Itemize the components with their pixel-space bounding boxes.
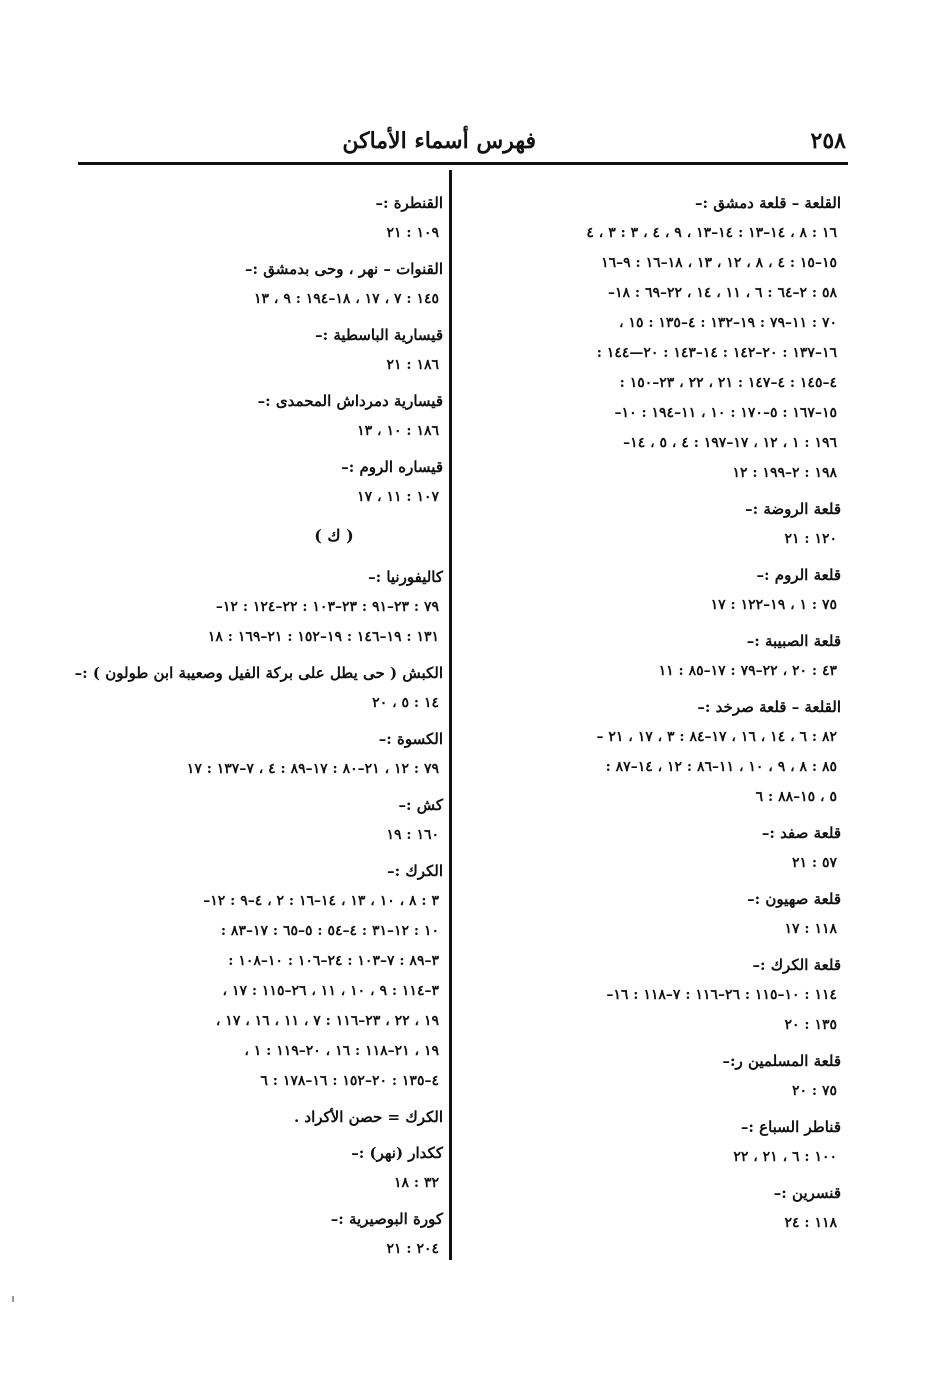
entry-references: ١٦–١٣٧ : ٢٠–١٤٢ : ١٤–١٤٣ : ٢٠—١٤٤ : <box>596 345 837 361</box>
entry-references: ١٠ : ١٢–٣١ : ٤–٥٤ : ٥–٦٥ : ١٧–٨٣ : <box>220 923 439 939</box>
entry-references: ٢٠٤ : ٢١ <box>386 1241 439 1257</box>
entry-heading: قلعة الروضة :– <box>745 500 841 518</box>
left-column-part-a <box>75 188 443 512</box>
entry-heading: ككدار (نهر) :– <box>351 1144 443 1162</box>
entry-references: ٧٥ : ٢٠ <box>791 1083 837 1099</box>
entry-references: ١١٤ : ١٠–١١٥ : ٢٦–١١٦ : ٧–١١٨ : ١٦– <box>606 987 837 1003</box>
index-entry <box>471 884 841 944</box>
entry-references: ١٥–١٥ : ٤ ، ٨ ، ١٢ ، ١٣ ، ١٨–١٦ : ٩–١٦ <box>601 255 837 271</box>
index-entry <box>471 494 841 554</box>
entry-heading: قلعة صهيون :– <box>747 890 841 908</box>
index-entry <box>75 1204 443 1264</box>
entry-references: ٥٨ : ٢–٦٤ : ٦ ، ١١ ، ١٤ ، ٢٢–٦٩ : ١٨– <box>608 285 837 301</box>
entry-heading: الكرك = حصن الأكراد . <box>293 1108 443 1126</box>
right-column <box>471 188 841 1244</box>
index-entry <box>75 452 443 512</box>
entry-heading: القلعة – قلعة دمشق :– <box>694 194 841 212</box>
entry-references: ٧٩ : ١٢ ، ٢١–٨٠ : ١٧–٨٩ : ٤ ، ٧–١٣٧ : ١٧ <box>186 761 439 777</box>
page-number: ٢٥٨ <box>810 128 846 154</box>
letter-heading: ( ك ) <box>314 526 354 545</box>
left-column-part-b <box>75 562 443 1264</box>
index-entry <box>471 692 841 812</box>
entry-references: ١٠٧ : ١١ ، ١٧ <box>357 489 439 505</box>
entry-references: ٤–١٣٥ : ٢٠–١٥٢ : ١٦–١٧٨ : ٦ <box>260 1073 439 1089</box>
entry-heading: قناطر السباع :– <box>740 1118 841 1136</box>
entry-heading: كاليفورنيا :– <box>368 568 443 586</box>
entry-heading: قيسارية دمرداش المحمدى :– <box>257 392 443 410</box>
entry-references: ١٨٦ : ١٠ ، ١٣ <box>357 423 439 439</box>
entry-heading: قلعة صفد :– <box>761 824 841 842</box>
entry-heading: القلعة – قلعة صرخد :– <box>697 698 841 716</box>
entry-references: ٥ ، ١٥–٨٨ : ٦ <box>755 789 837 805</box>
index-entry <box>471 188 841 488</box>
entry-references: ١٦ : ٨ ، ١٤–١٣ : ١٤–١٣ ، ٩ ، ٤ ، ٣ : ٣ ، ٤ <box>586 225 837 241</box>
index-entry <box>471 1046 841 1106</box>
entry-heading: قلعة الكرك :– <box>752 956 841 974</box>
index-entry <box>75 254 443 314</box>
entry-references: ٤٣ : ٢٠ ، ٢٢–٧٩ : ١٧–٨٥ : ١١ <box>658 663 837 679</box>
entry-references: ٣–٨٩ : ٧–١٠٣ : ٢٤–١٠٦ : ١٠–١٠٨ : <box>228 953 439 969</box>
entry-references: ٨٥ : ٨ ، ٩ ، ١٠ ، ١١–٨٦ : ١٢ ، ١٤–٨٧ : <box>605 759 837 775</box>
entry-references: ١٠٩ : ٢١ <box>386 225 439 241</box>
entry-references: ١٣٥ : ٢٠ <box>784 1017 837 1033</box>
entry-references: ٣ : ٨ ، ١٠ ، ١٣ ، ١٤–١٦ : ٢ ، ٤–٩ : ١٢– <box>203 893 439 909</box>
entry-heading: كورة البوصيرية :– <box>330 1210 443 1228</box>
entry-references: ١٠٠ : ٦ ، ٢١ ، ٢٢ <box>733 1149 837 1165</box>
entry-references: ١٤٥ : ٧ ، ١٧ ، ١٨–١٩٤ : ٩ ، ١٣ <box>253 291 439 307</box>
index-entry <box>471 1112 841 1172</box>
header-rule <box>78 162 848 165</box>
entry-heading: الكبش ( حى يطل على بركة الفيل وصعيبة ابن طولون ) :– <box>74 664 443 682</box>
entry-references: ٣–١١٤ : ٩ ، ١٠ ، ١١ ، ٢٦–١١٥ : ١٧ ، <box>222 983 439 999</box>
index-entry <box>75 320 443 380</box>
entry-references: ١٨٦ : ٢١ <box>386 357 439 373</box>
entry-references: ١٤ : ٥ ، ٢٠ <box>372 695 439 711</box>
margin-mark <box>12 1296 14 1302</box>
entry-heading: الكرك :– <box>387 862 443 880</box>
entry-references: ٤–١٤٥ : ٤–١٤٧ : ٢١ ، ٢٢ ، ٢٣–١٥٠ : <box>619 375 837 391</box>
entry-references: ٧٩ : ٢٣–٩١ : ٢٣–١٠٣ : ٢٢–١٢٤ : ١٢– <box>215 599 439 615</box>
entry-heading: القنطرة :– <box>375 194 443 212</box>
index-entry <box>471 560 841 620</box>
entry-references: ١٥–١٦٧ : ٥–١٧٠ : ١٠ ، ١١–١٩٤ : ١٠– <box>614 405 837 421</box>
index-entry <box>471 1178 841 1238</box>
entry-references: ٧٥ : ١ ، ١٩–١٢٢ : ١٧ <box>710 597 837 613</box>
entry-references: ١١٨ : ٢٤ <box>784 1215 837 1231</box>
page-header <box>78 124 848 164</box>
entry-heading: قلعة الروم :– <box>756 566 841 584</box>
entry-heading: قلعة الصبيبة :– <box>746 632 841 650</box>
index-entry <box>75 1138 443 1198</box>
entry-heading: قنسرين :– <box>773 1184 841 1202</box>
entry-references: ١١٨ : ١٧ <box>784 921 837 937</box>
index-entry <box>75 562 443 652</box>
entry-heading: الكسوة :– <box>378 730 443 748</box>
entry-references: ٣٢ : ١٨ <box>393 1175 439 1191</box>
entry-references: ١٣١ : ١٩–١٤٦ : ١٩–١٥٢ : ٢١–١٦٩ : ١٨ <box>207 629 439 645</box>
entry-references: ١٦٠ : ١٩ <box>386 827 439 843</box>
entry-heading: كش :– <box>398 796 443 814</box>
entry-heading: قيساره الروم :– <box>341 458 443 476</box>
entry-references: ١٢٠ : ٢١ <box>784 531 837 547</box>
entry-references: ١٩٦ : ١ ، ١٢ ، ١٧–١٩٧ : ٤ ، ٥ ، ١٤– <box>623 435 837 451</box>
column-divider <box>449 170 452 1260</box>
entry-references: ٧٠ : ١١–٧٩ : ١٩–١٣٢ : ٤–١٣٥ : ١٥ ، <box>619 315 837 331</box>
index-entry <box>471 626 841 686</box>
entry-references: ١٩ ، ٢١–١١٨ : ١٦ ، ٢٠–١١٩ : ١ ، <box>244 1043 439 1059</box>
index-entry <box>471 950 841 1040</box>
index-entry <box>75 386 443 446</box>
entry-heading: قلعة المسلمين ر:– <box>722 1052 841 1070</box>
index-entry <box>75 724 443 784</box>
running-title: فهرس أسماء الأماكن <box>342 128 536 154</box>
index-entry <box>75 658 443 718</box>
index-entry <box>75 188 443 248</box>
entry-references: ٥٧ : ٢١ <box>791 855 837 871</box>
index-entry <box>75 1102 443 1132</box>
index-entry <box>471 818 841 878</box>
left-column <box>75 188 443 1270</box>
entry-references: ١٩ ، ٢٢ ، ٢٣–١١٦ : ٧ ، ١١ ، ١٦ ، ١٧ ، <box>215 1013 439 1029</box>
entry-references: ٨٢ : ٦ ، ١٤ ، ١٦ ، ١٧–٨٤ : ٣ ، ١٧ ، ٢١ – <box>596 729 837 745</box>
index-entry <box>75 790 443 850</box>
entry-heading: قيسارية الباسطية :– <box>315 326 443 344</box>
entry-heading: القنوات – نهر ، وحى بدمشق :– <box>245 260 443 278</box>
index-entry <box>75 856 443 1096</box>
entry-references: ١٩٨ : ٢–١٩٩ : ١٢ <box>732 465 837 481</box>
